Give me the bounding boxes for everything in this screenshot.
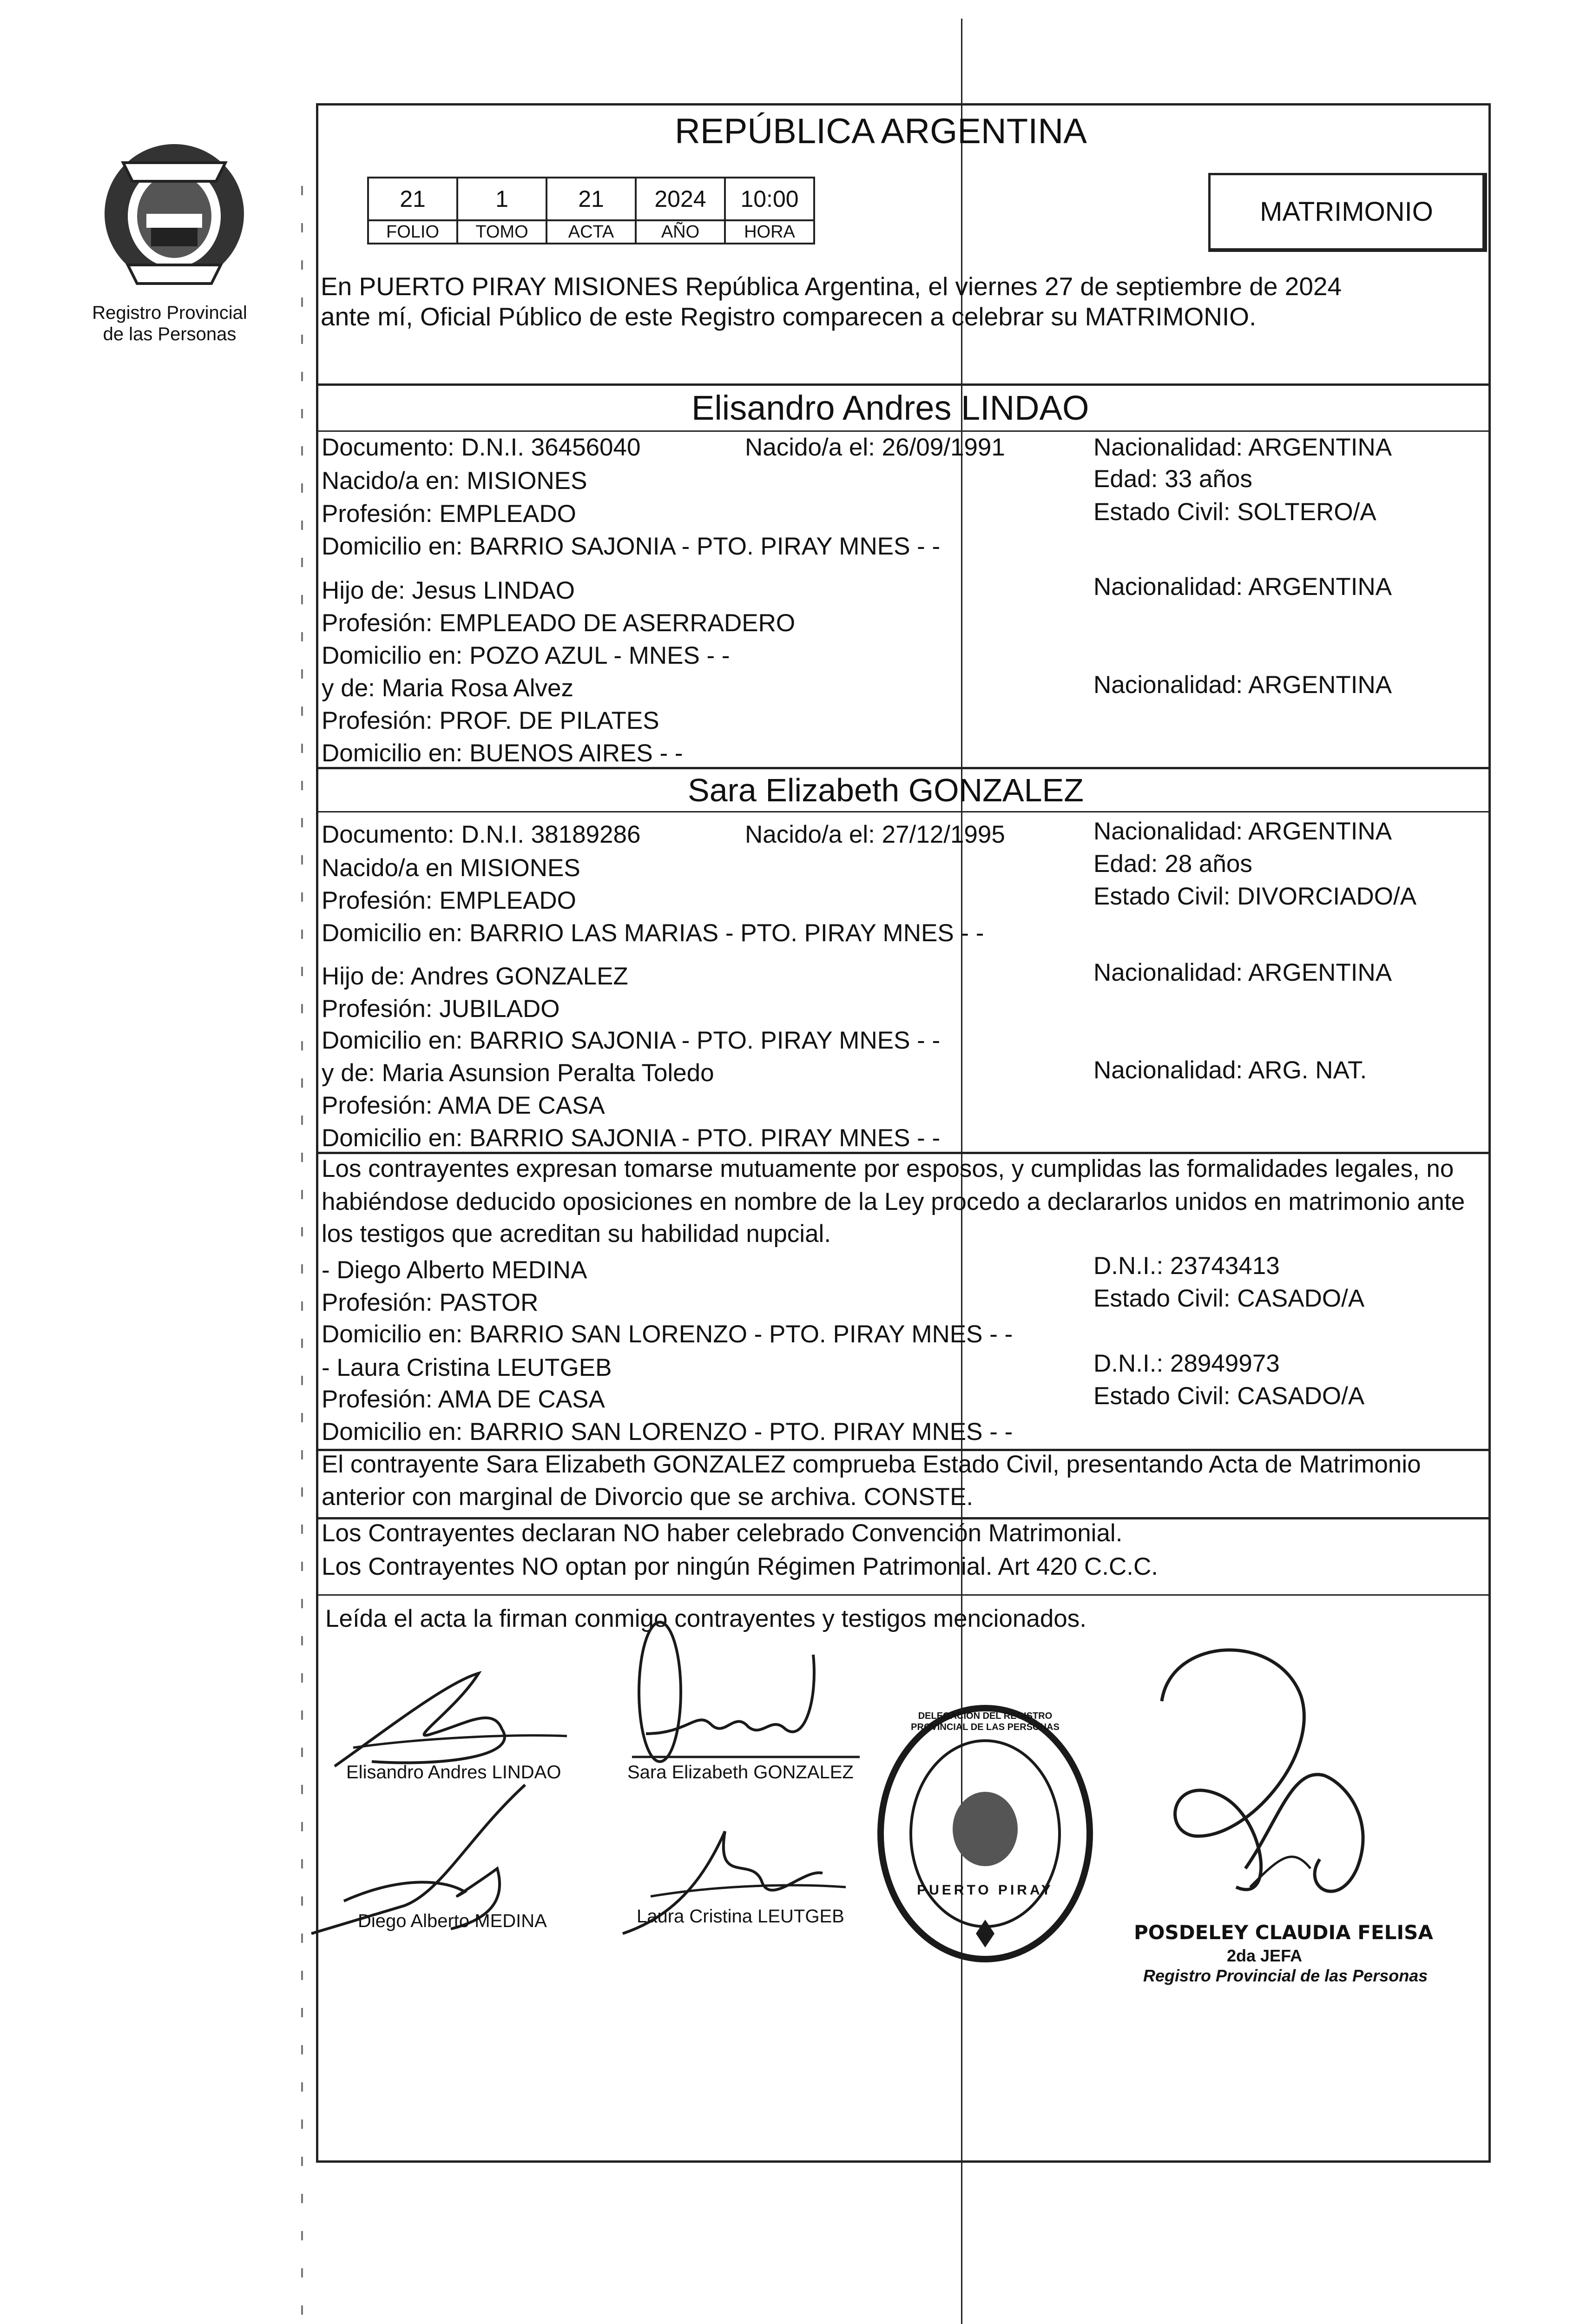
bride-father-address: Domicilio en: BARRIO SAJONIA - PTO. PIRAY MNES - - [322, 1027, 941, 1054]
hora-label: HORA [725, 220, 814, 244]
groom-document: Documento: D.N.I. 36456040 [322, 434, 641, 461]
bride-mother-address: Domicilio en: BARRIO SAJONIA - PTO. PIRAY MNES - - [322, 1124, 941, 1152]
groom-age: Edad: 33 años [1093, 465, 1252, 493]
groom-father-nationality: Nacionalidad: ARGENTINA [1093, 573, 1392, 601]
official-org: Registro Provincial de las Personas [1143, 1966, 1428, 1985]
bride-mother: y de: Maria Asunsion Peralta Toledo [322, 1059, 714, 1087]
folio-label: FOLIO [368, 220, 457, 244]
official-name: POSDELEY CLAUDIA FELISA [1134, 1921, 1433, 1944]
divider-groom-name [316, 430, 1491, 432]
bride-father-profession: Profesión: JUBILADO [322, 995, 560, 1023]
act-type-label: MATRIMONIO [1260, 197, 1433, 227]
acta-value: 21 [546, 178, 636, 220]
signature-caption-witness1: Diego Alberto MEDINA [358, 1911, 547, 1931]
intro-line-1: En PUERTO PIRAY MISIONES República Argentina, el viernes 27 de septiembre de 2024 [321, 272, 1342, 301]
tomo-value: 1 [457, 178, 546, 220]
stamp-inner-text: PUERTO PIRAY [917, 1882, 1053, 1898]
bride-father: Hijo de: Andres GONZALEZ [322, 963, 628, 990]
witness1-name: - Diego Alberto MEDINA [322, 1256, 587, 1284]
province-seal-logo [95, 135, 253, 293]
folio-value: 21 [368, 178, 457, 220]
signature-bride [618, 1618, 869, 1771]
signature-caption-witness2: Laura Cristina LEUTGEB [637, 1906, 844, 1927]
acta-label: ACTA [546, 220, 636, 244]
groom-born-on: Nacido/a el: 26/09/1991 [745, 434, 1005, 461]
regime-note: Los Contrayentes NO optan por ningún Régimen Patrimonial. Art 420 C.C.C. [322, 1553, 1158, 1580]
bride-father-nationality: Nacionalidad: ARGENTINA [1093, 959, 1392, 986]
bride-mother-nationality: Nacionalidad: ARG. NAT. [1093, 1056, 1367, 1084]
witness2-name: - Laura Cristina LEUTGEB [322, 1354, 612, 1381]
anio-value: 2024 [636, 178, 725, 220]
record-table [367, 177, 815, 244]
groom-father-address: Domicilio en: POZO AZUL - MNES - - [322, 642, 730, 669]
bride-nationality: Nacionalidad: ARGENTINA [1093, 818, 1392, 845]
groom-address: Domicilio en: BARRIO SAJONIA - PTO. PIRAY MNES - - [322, 533, 941, 560]
witness2-dni: D.N.I.: 28949973 [1093, 1350, 1280, 1377]
official-stamp [874, 1701, 1097, 1966]
groom-mother-profession: Profesión: PROF. DE PILATES [322, 707, 659, 734]
registry-name-line1: Registro Provincial [92, 303, 247, 323]
declaration-line-1: Los contrayentes expresan tomarse mutuamente por esposos, y cumplidas las formalidades legales, no [322, 1155, 1454, 1182]
groom-father: Hijo de: Jesus LINDAO [322, 577, 575, 604]
province-seal-icon [95, 135, 253, 293]
groom-mother-nationality: Nacionalidad: ARGENTINA [1093, 671, 1392, 699]
groom-civil-status: Estado Civil: SOLTERO/A [1093, 498, 1376, 526]
groom-name: Elisandro Andres LINDAO [691, 389, 1089, 427]
bride-born-on: Nacido/a el: 27/12/1995 [745, 821, 1005, 848]
divider-groom-top [316, 383, 1491, 386]
groom-nationality: Nacionalidad: ARGENTINA [1093, 434, 1392, 461]
divider-declaration-top [316, 1152, 1491, 1154]
groom-father-profession: Profesión: EMPLEADO DE ASERRADERO [322, 609, 796, 637]
divorce-note-line-1: El contrayente Sara Elizabeth GONZALEZ comprueba Estado Civil, presentando Acta de Matrimonio [322, 1451, 1421, 1478]
signature-official [1125, 1627, 1385, 1934]
signature-caption-groom: Elisandro Andres LINDAO [346, 1762, 561, 1783]
bride-profession: Profesión: EMPLEADO [322, 887, 576, 914]
frame-top [316, 103, 1491, 106]
groom-mother-address: Domicilio en: BUENOS AIRES - - [322, 739, 683, 767]
divider-bride-top [316, 767, 1491, 769]
bride-document: Documento: D.N.I. 38189286 [322, 821, 641, 848]
divorce-note-line-2: anterior con marginal de Divorcio que se archiva. CONSTE. [322, 1483, 974, 1511]
groom-profession: Profesión: EMPLEADO [322, 500, 576, 528]
witness1-dni: D.N.I.: 23743413 [1093, 1252, 1280, 1280]
witness2-civil-status: Estado Civil: CASADO/A [1093, 1382, 1365, 1410]
witness1-address: Domicilio en: BARRIO SAN LORENZO - PTO. PIRAY MNES - - [322, 1320, 1013, 1348]
hora-value: 10:00 [725, 178, 814, 220]
frame-bottom [316, 2160, 1491, 2163]
witness1-civil-status: Estado Civil: CASADO/A [1093, 1285, 1365, 1312]
signature-groom [325, 1655, 586, 1776]
anio-label: AÑO [636, 220, 725, 244]
declaration-line-2: habiéndose deducido oposiciones en nombre de la Ley procedo a declararlos unidos en matrimonio ante [322, 1188, 1465, 1215]
country-title: REPÚBLICA ARGENTINA [675, 112, 1087, 151]
stamp-ring-text: DELEGACION DEL REGISTRO PROVINCIAL DE LAS PERSONAS [911, 1711, 1060, 1732]
witness2-profession: Profesión: AMA DE CASA [322, 1386, 605, 1413]
margin-guide [301, 186, 303, 2324]
bride-name: Sara Elizabeth GONZALEZ [688, 772, 1084, 808]
witness2-address: Domicilio en: BARRIO SAN LORENZO - PTO. PIRAY MNES - - [322, 1418, 1013, 1446]
registry-name-line2: de las Personas [103, 324, 237, 344]
frame-right [1488, 103, 1491, 2162]
intro-line-2: ante mí, Oficial Público de este Registro comparecen a celebrar su MATRIMONIO. [321, 302, 1257, 331]
stamp-seal-icon [874, 1701, 1097, 1966]
bride-born-in: Nacido/a en MISIONES [322, 854, 580, 882]
divider-bride-name [316, 811, 1491, 812]
official-title: 2da JEFA [1227, 1946, 1303, 1965]
bride-mother-profession: Profesión: AMA DE CASA [322, 1092, 605, 1119]
signature-caption-bride: Sara Elizabeth GONZALEZ [627, 1762, 854, 1783]
divider-reading-top [316, 1594, 1491, 1596]
bride-address: Domicilio en: BARRIO LAS MARIAS - PTO. PIRAY MNES - - [322, 919, 984, 947]
groom-mother: y de: Maria Rosa Alvez [322, 674, 574, 702]
agreement-note: Los Contrayentes declaran NO haber celebrado Convención Matrimonial. [322, 1519, 1123, 1547]
act-type-box [1208, 173, 1487, 252]
groom-born-in: Nacido/a en: MISIONES [322, 467, 587, 495]
bride-age: Edad: 28 años [1093, 850, 1252, 878]
bride-civil-status: Estado Civil: DIVORCIADO/A [1093, 883, 1417, 910]
declaration-line-3: los testigos que acreditan su habilidad nupcial. [322, 1220, 831, 1248]
reading-note: Leída el acta la firman conmigo contrayentes y testigos mencionados. [325, 1605, 1087, 1632]
witness1-profession: Profesión: PASTOR [322, 1289, 539, 1316]
tomo-label: TOMO [457, 220, 546, 244]
